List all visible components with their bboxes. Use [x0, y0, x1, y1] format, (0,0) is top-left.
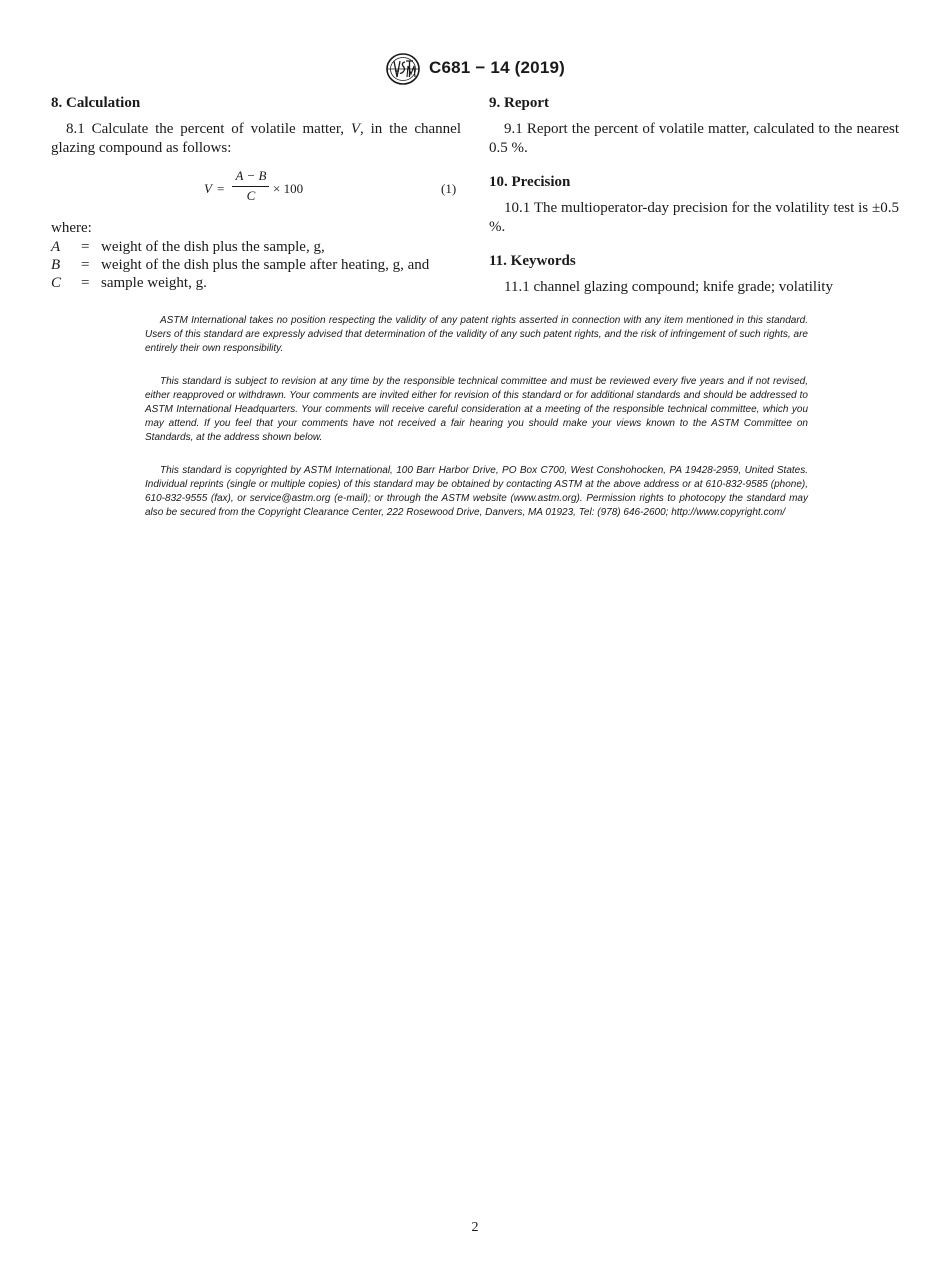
paragraph-8-1: 8.1 Calculate the percent of volatile matter, V, in the channel glazing compound as follows:: [51, 121, 461, 156]
definition-equals: =: [81, 238, 90, 255]
definition-equals: =: [81, 256, 90, 273]
definition-text: sample weight, g.: [101, 274, 207, 291]
paragraph-9-1: 9.1 Report the percent of volatile matter, calculated to the nearest 0.5 %.: [489, 121, 899, 156]
section-10-heading: 10. Precision: [489, 174, 571, 190]
page-header: [0, 52, 950, 86]
section-9-heading: 9. Report: [489, 95, 549, 111]
equation-lhs: V: [204, 181, 212, 196]
patent-notice: ASTM International takes no position respecting the validity of any patent rights asserted in connection with any item mentioned in this standard. Users of this standard are expressly advised that determination of the validity of any such patent rights, and the risk of infringement of such rights, are entirely their own responsibility.: [145, 315, 808, 354]
equation-number: (1): [441, 181, 457, 196]
variable-v: V: [350, 121, 361, 137]
page-number: 2: [471, 1220, 479, 1235]
equation-1: [51, 167, 461, 207]
definition-symbol: A: [51, 238, 61, 255]
equation-multiplier: × 100: [273, 181, 304, 196]
definition-row: [51, 256, 461, 274]
section-10: [489, 171, 899, 236]
equation-denominator: C: [246, 188, 256, 203]
section-8-heading: 8. Calculation: [51, 95, 141, 111]
paragraph-11-1: 11.1 channel glazing compound; knife grade; volatility: [504, 279, 833, 295]
definition-text: weight of the dish plus the sample after heating, g, and: [101, 256, 430, 273]
definition-equals: =: [81, 274, 90, 291]
definition-row: [51, 274, 461, 292]
revision-notice: This standard is subject to revision at any time by the responsible technical committee and must be reviewed every five years and if not revised, either reapproved or withdrawn. Your comments are invited either for revision of this standard or for additional standards and should be addressed to ASTM International Headquarters. Your comments will receive careful consideration at a meeting of the responsible technical committee, which you may attend. If you feel that your comments have not received a fair hearing you should make your views known to the ASTM Committee on Standards, at the address shown below.: [145, 376, 808, 443]
left-column: [51, 92, 461, 292]
definition-text: weight of the dish plus the sample, g,: [101, 238, 325, 255]
equation-numerator: A − B: [235, 168, 267, 183]
astm-logo-icon: [385, 52, 421, 86]
equation-equals: =: [217, 181, 225, 196]
paragraph-10-1: 10.1 The multioperator-day precision for the volatility test is ±0.5 %.: [489, 200, 899, 235]
section-11: [489, 250, 899, 297]
definition-symbol: C: [51, 274, 62, 291]
definition-symbol: B: [51, 256, 61, 273]
copyright-notice: This standard is copyrighted by ASTM International, 100 Barr Harbor Drive, PO Box C700, West Conshohocken, PA 19428-2959, United States. Individual reprints (single or multiple copies) of this standard may be obtained by contacting ASTM at the above address or at 610-832-9585 (phone), 610-832-9555 (fax), or service@astm.org (e-mail); or through the ASTM website (www.astm.org). Permission rights to photocopy the standard may also be secured from the Copyright Clearance Center, 222 Rosewood Drive, Danvers, MA 01923, Tel: (978) 646-2600; http://www.copyright.com/: [145, 465, 808, 518]
where-label: where:: [51, 220, 92, 236]
standard-designation: C681 − 14 (2019): [429, 58, 565, 77]
right-column: [489, 92, 899, 297]
section-11-heading: 11. Keywords: [489, 253, 576, 269]
definition-row: [51, 238, 461, 256]
